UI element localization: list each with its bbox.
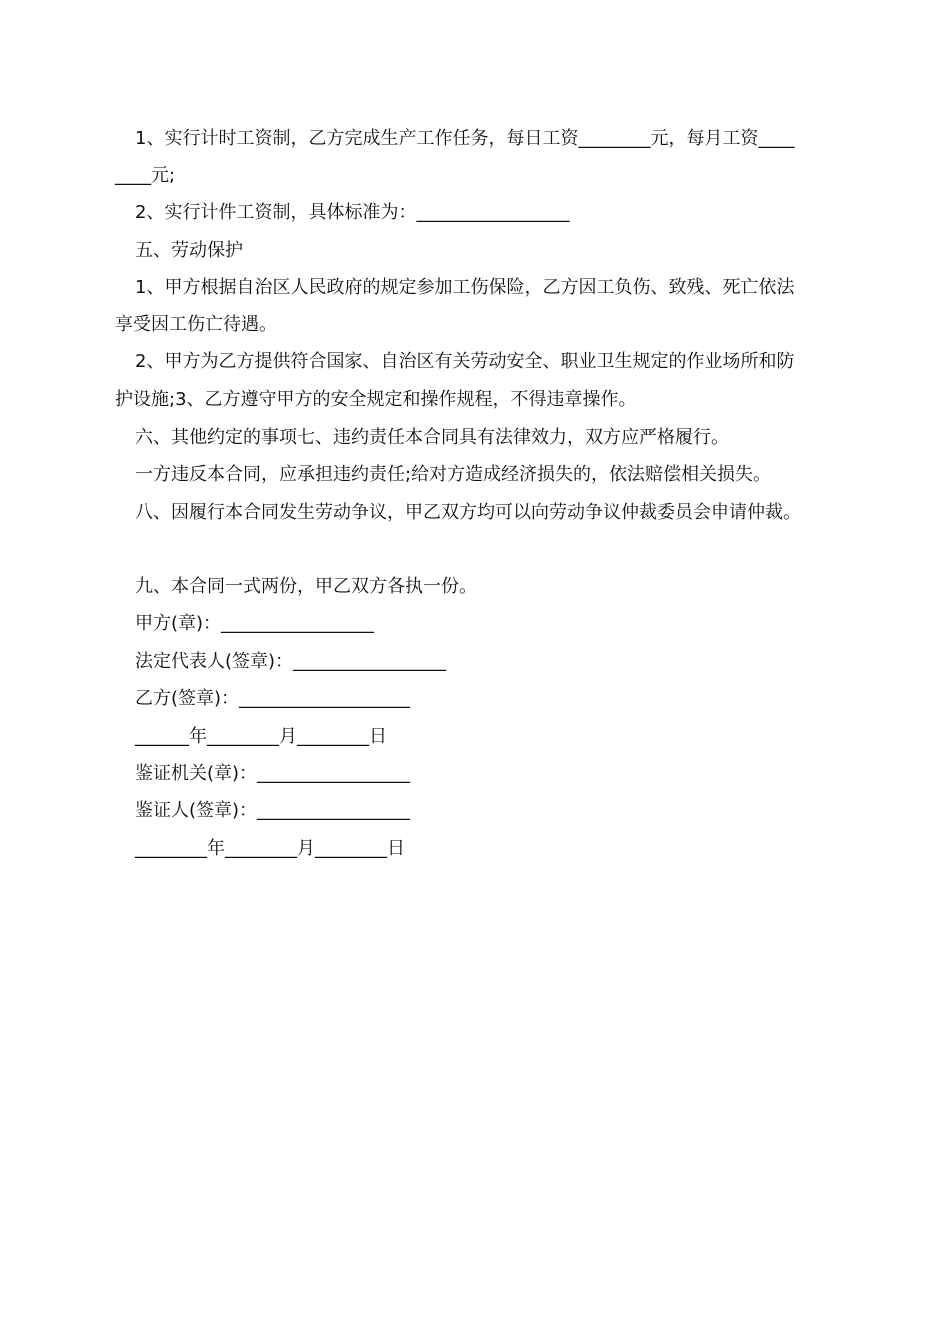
- clause-piece-wage: 2、实行计件工资制，具体标准为：_________________: [135, 202, 570, 223]
- clause-safety-facilities: 2、甲方为乙方提供符合国家、自治区有关劳动安全、职业卫生规定的作业场所和防: [135, 351, 795, 372]
- clause-injury-insurance-cont: 享受因工伤亡待遇。: [115, 314, 277, 335]
- legal-representative-field: 法定代表人(签章)：_________________: [135, 651, 447, 672]
- clause-injury-insurance: 1、甲方根据自治区人民政府的规定参加工伤保险，乙方因工负伤、致残、死亡依法: [135, 277, 795, 298]
- clause-hourly-wage: 1、实行计时工资制，乙方完成生产工作任务，每日工资________元，每月工资____: [135, 128, 795, 149]
- section-labor-protection: 五、劳动保护: [135, 240, 243, 261]
- verifier-signature-field: 鉴证人(签章)：_________________: [135, 800, 411, 821]
- signing-date-field: ______年________月________日: [135, 726, 387, 747]
- party-b-signature-field: 乙方(签章)：___________________: [135, 688, 411, 709]
- section-dispute-arbitration: 八、因履行本合同发生劳动争议，甲乙双方均可以向劳动争议仲裁委员会申请仲裁。: [135, 502, 801, 523]
- party-a-seal-field: 甲方(章)：_________________: [135, 613, 375, 634]
- clause-safety-facilities-cont: 护设施;3、乙方遵守甲方的安全规定和操作规程，不得违章操作。: [115, 389, 637, 410]
- section-other-terms: 六、其他约定的事项七、违约责任本合同具有法律效力，双方应严格履行。: [135, 427, 729, 448]
- section-copies: 九、本合同一式两份，甲乙双方各执一份。: [135, 576, 477, 597]
- verification-date-field: ________年________月________日: [135, 838, 405, 859]
- clause-breach-liability: 一方违反本合同，应承担违约责任;给对方造成经济损失的，依法赔偿相关损失。: [135, 464, 772, 485]
- clause-hourly-wage-cont: ____元;: [115, 165, 176, 186]
- verification-authority-field: 鉴证机关(章)：_________________: [135, 763, 411, 784]
